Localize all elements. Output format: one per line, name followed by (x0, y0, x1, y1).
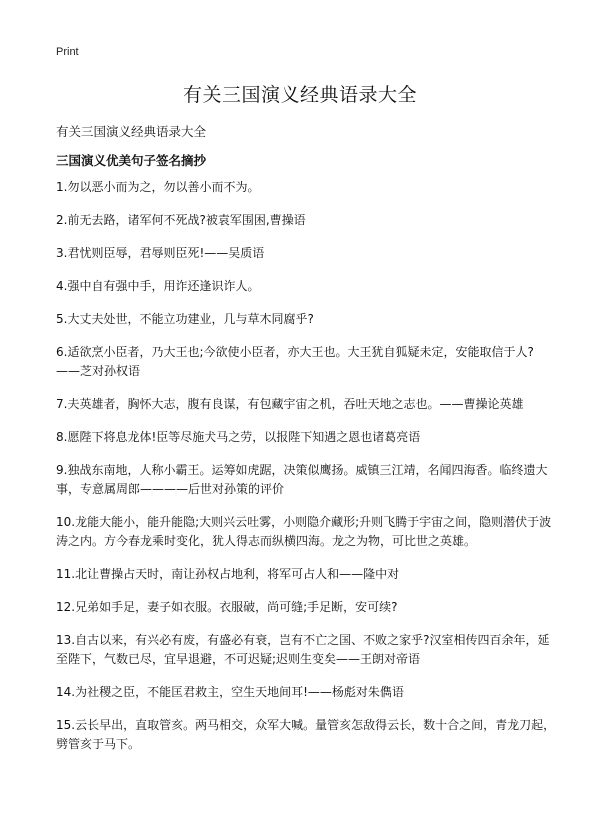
quote-item: 4.强中自有强中手，用诈还逢识诈人。 (56, 279, 260, 293)
quote-item: 9.独战东南地，人称小霸王。运筹如虎踞，决策似鹰扬。威镇三江靖，名闻四海香。临终遗大事，专意属周郎————后世对孙策的评价 (56, 463, 548, 496)
quote-list (56, 178, 556, 768)
quote-item: 12.兄弟如手足，妻子如衣服。衣服破，尚可缝;手足断，安可续? (56, 600, 398, 614)
quote-item: 6.适欲烹小臣者，乃大王也;今欲使小臣者，亦大王也。大王犹自狐疑未定，安能取信于人?——芝对孙权语 (56, 345, 534, 378)
quote-item: 11.北让曹操占天时，南让孙权占地利，将军可占人和——隆中对 (56, 567, 400, 581)
quote-item: 5.大丈夫处世，不能立功建业，几与草木同腐乎? (56, 312, 314, 326)
quote-item: 1.勿以恶小而为之，勿以善小而不为。 (56, 180, 260, 194)
quote-item: 14.为社稷之臣，不能匡君救主，空生天地间耳!——杨彪对朱儁语 (56, 685, 404, 699)
quote-item: 8.愿陛下将息龙体!臣等尽施犬马之劳，以报陛下知遇之恩也诸葛亮语 (56, 430, 421, 444)
document-subtitle: 有关三国演义经典语录大全 (56, 124, 207, 139)
page-title: 有关三国演义经典语录大全 (182, 84, 417, 106)
section-heading: 三国演义优美句子签名摘抄 (56, 153, 207, 168)
quote-item: 15.云长早出，直取管亥。两马相交，众军大喊。量管亥怎敌得云长，数十合之间，青龙刀起，劈管亥于马下。 (56, 718, 556, 751)
quote-item: 3.君忧则臣辱，君辱则臣死!——吴质语 (56, 246, 265, 260)
quote-item: 7.夫英雄者，胸怀大志，腹有良谋，有包藏宇宙之机，吞吐天地之志也。——曹操论英雄 (56, 397, 524, 411)
quote-item: 2.前无去路，诸军何不死战?被袁军围困,曹操语 (56, 213, 306, 227)
print-link[interactable]: Print (56, 46, 79, 58)
quote-item: 10.龙能大能小，能升能隐;大则兴云吐雾，小则隐介藏形;升则飞腾于宇宙之间，隐则潜伏于波涛之内。方今春龙乘时变化，犹人得志而纵横四海。龙之为物，可比世之英雄。 (56, 515, 552, 548)
quote-item: 13.自古以来，有兴必有废，有盛必有衰，岂有不亡之国、不败之家乎?汉室相传四百余年，延至陛下，气数已尽，宜早退避，不可迟疑;迟则生变矣——王朗对帝语 (56, 633, 550, 666)
